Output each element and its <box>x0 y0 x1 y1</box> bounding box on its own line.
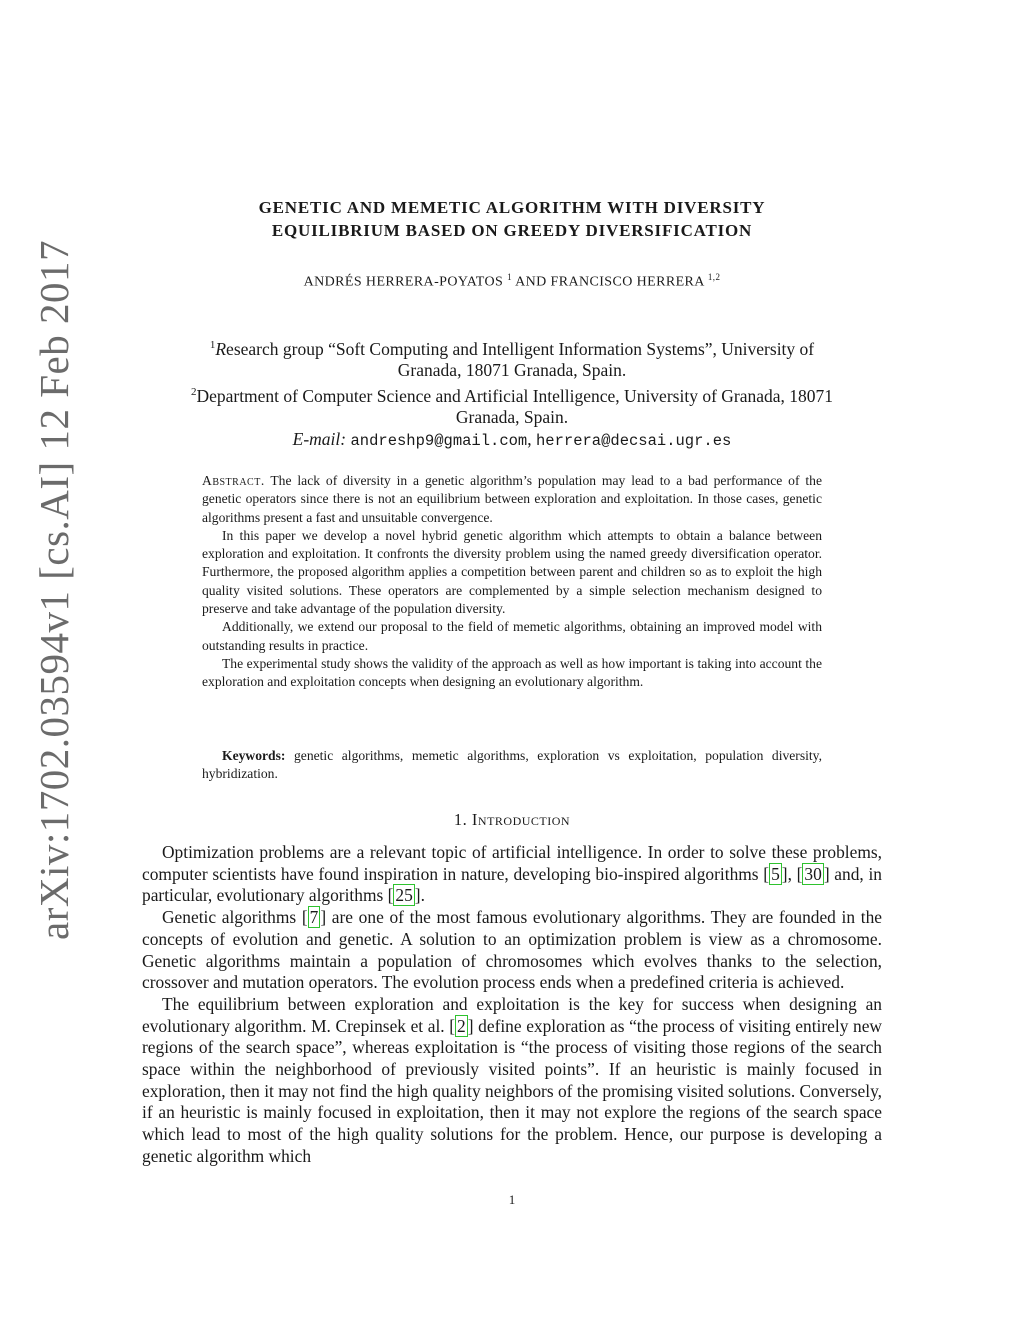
keywords-text: genetic algorithms, memetic algorithms, exploration vs exploitation, population diversity, hybridization. <box>202 748 822 782</box>
abstract-label: Abstract. <box>202 473 265 488</box>
citation-7[interactable] <box>308 906 321 928</box>
intro-p3-text-b: define exploration as “the process of visiting entirely new regions of the search space”, whereas exploitation is “the process of visiting those regions of the search space within the neighborhood of previously visited points”. If an heuristic is mainly focused in exploration, then it may not find the high quality neighbors of the promising visited solutions. Conversely, if an heuristic is mainly focused in exploitation, then it may not explore the regions of the search space which lead to most of the high quality solutions for the problem. Hence, our purpose is developing a genetic algorithm which <box>142 1015 882 1166</box>
affiliation-1-text: esearch group “Soft Computing and Intelligent Information Systems”, University of <box>226 338 815 359</box>
introduction-body <box>142 842 882 1168</box>
citation-2[interactable] <box>455 1015 468 1037</box>
abstract-paragraph-1 <box>202 472 822 527</box>
author-1-affiliation-mark: 1 <box>507 272 512 282</box>
page-number: 1 <box>508 1192 516 1207</box>
intro-p1-text-a: Optimization problems are a relevant topic of artificial intelligence. In order to solve these problems, computer scientists have found inspiration in nature, developing bio-inspired algorithms <box>142 842 882 884</box>
affiliation-2 <box>140 382 884 407</box>
intro-p2-text-a: Genetic algorithms <box>162 907 302 928</box>
citation-25-link[interactable]: 25 <box>395 885 413 906</box>
abstract-paragraph-3: Additionally, we extend our proposal to the field of memetic algorithms, obtaining an improved model with outstanding results in practice. <box>202 619 822 653</box>
keywords-label: Keywords: <box>222 748 286 763</box>
intro-p1-text-d: . <box>420 885 425 906</box>
citation-5[interactable] <box>769 863 782 885</box>
intro-p1-text-c: and, in particular, evolutionary algorithms <box>142 863 882 906</box>
affiliation-2-text: Department of Computer Science and Artificial Intelligence, University of Granada, 18071 <box>196 385 834 406</box>
section-number: 1. <box>453 810 468 829</box>
citation-25[interactable] <box>393 884 414 906</box>
intro-paragraph-1: Optimization problems are a relevant topic of artificial intelligence. In order to solve these problems, computer scientists have found inspiration in nature, developing bio-inspired algorithms [ 5 ], [ 30 ] and, in particular, evolutionary algorithms [ 25 ]. <box>142 842 882 906</box>
intro-p2-text-b: are one of the most famous evolutionary algorithms. They are founded in the concepts of evolution and genetic. A solution to an optimization problem is view as a chromosome. Genetic algorithms maintain a population of chromosomes which evolves thanks to the selection, crossover and mutation operators. The evolution process ends when a predefined criteria is achieved. <box>142 907 882 993</box>
author-list <box>150 272 874 291</box>
author-2: FRANCISCO HERRERA <box>550 274 704 290</box>
intro-paragraph-3: The equilibrium between exploration and exploitation is the key for success when designing an evolutionary algorithm. M. Crepinsek et al. [ 2 ] define exploration as “the process of visiting entirely new regions of the search space”, whereas exploitation is “the process of visiting those regions of the search space within the neighborhood of previously visited points”. If an heuristic is mainly focused in exploration, then it may not find the high quality neighbors of the promising visited solutions. Conversely, if an heuristic is mainly focused in exploitation, then it may not explore the regions of the search space which lead to most of the high quality solutions for the problem. Hence, our purpose is developing a genetic algorithm which <box>142 993 882 1166</box>
intro-p3-text-a: The equilibrium between exploration and exploitation is the key for success when designing an evolutionary algorithm. M. Crepinsek et al. <box>142 993 882 1036</box>
author-2-affiliation-mark: 1,2 <box>707 272 721 282</box>
keywords <box>202 747 822 784</box>
abstract-p1-text: The lack of diversity in a genetic algorithm’s population may lead to a bad performance of the genetic operators since there is not an equilibrium between exploration and exploitation. In those cases, genetic algorithms present a fast and unsuitable convergence. <box>202 473 822 525</box>
citation-30[interactable] <box>802 863 823 885</box>
affiliations <box>140 335 884 452</box>
abstract <box>202 472 822 692</box>
section-title: Introduction <box>471 810 571 829</box>
intro-p1-text-b: , <box>787 863 797 884</box>
email-separator: , <box>527 428 532 449</box>
arxiv-identifier: arXiv:1702.03594v1 [cs.AI] 12 Feb 2017 <box>31 240 77 940</box>
paper-title <box>150 196 874 242</box>
abstract-paragraph-4: The experimental study shows the validity of the approach as well as how important is taking into account the exploration and exploitation concepts when designing an evolutionary algorithm. <box>202 655 822 690</box>
affiliation-2-line-2: Granada, Spain. <box>455 407 569 428</box>
intro-paragraph-2: Genetic algorithms [ 7 ] are one of the most famous evolutionary algorithms. They are founded in the concepts of evolution and genetic. A solution to an optimization problem is view as a chromosome. Genetic algorithms maintain a population of chromosomes which evolves thanks to the selection, crossover and mutation operators. The evolution process ends when a predefined criteria is achieved. <box>142 907 882 993</box>
title-line-1: GENETIC AND MEMETIC ALGORITHM WITH DIVERSITY <box>258 198 766 217</box>
affiliation-1-mark: 1 <box>209 339 216 351</box>
author-conjunction: AND <box>515 274 547 290</box>
affiliation-1-initial: R <box>215 338 227 359</box>
citation-30-link[interactable]: 30 <box>804 863 822 884</box>
abstract-paragraph-2: In this paper we develop a novel hybrid genetic algorithm which attempts to obtain a balance between exploration and exploitation. It confronts the diversity problem using the named greedy diversification operator. Furthermore, the proposed algorithm applies a competition between parent and children so as to exploit the high quality visited solutions. These operators are complemented by a simple selection mechanism designed to preserve and take advantage of the population diversity. <box>202 527 822 617</box>
email-line <box>140 429 884 453</box>
email-2[interactable]: herrera@decsai.ugr.es <box>535 431 732 450</box>
citation-5-link[interactable]: 5 <box>771 863 780 884</box>
section-heading-introduction <box>140 810 884 830</box>
email-1[interactable]: andreshp9@gmail.com <box>350 431 528 450</box>
citation-2-link[interactable]: 2 <box>457 1015 466 1036</box>
citation-7-link[interactable]: 7 <box>309 907 319 928</box>
email-label: E-mail: <box>292 428 347 449</box>
title-line-2: EQUILIBRIUM BASED ON GREEDY DIVERSIFICATION <box>271 221 753 240</box>
affiliation-1 <box>140 335 884 360</box>
author-1: ANDRÉS HERRERA-POYATOS <box>303 274 504 290</box>
affiliation-2-mark: 2 <box>190 385 197 398</box>
affiliation-1-line-2: Granada, 18071 Granada, Spain. <box>397 360 627 381</box>
